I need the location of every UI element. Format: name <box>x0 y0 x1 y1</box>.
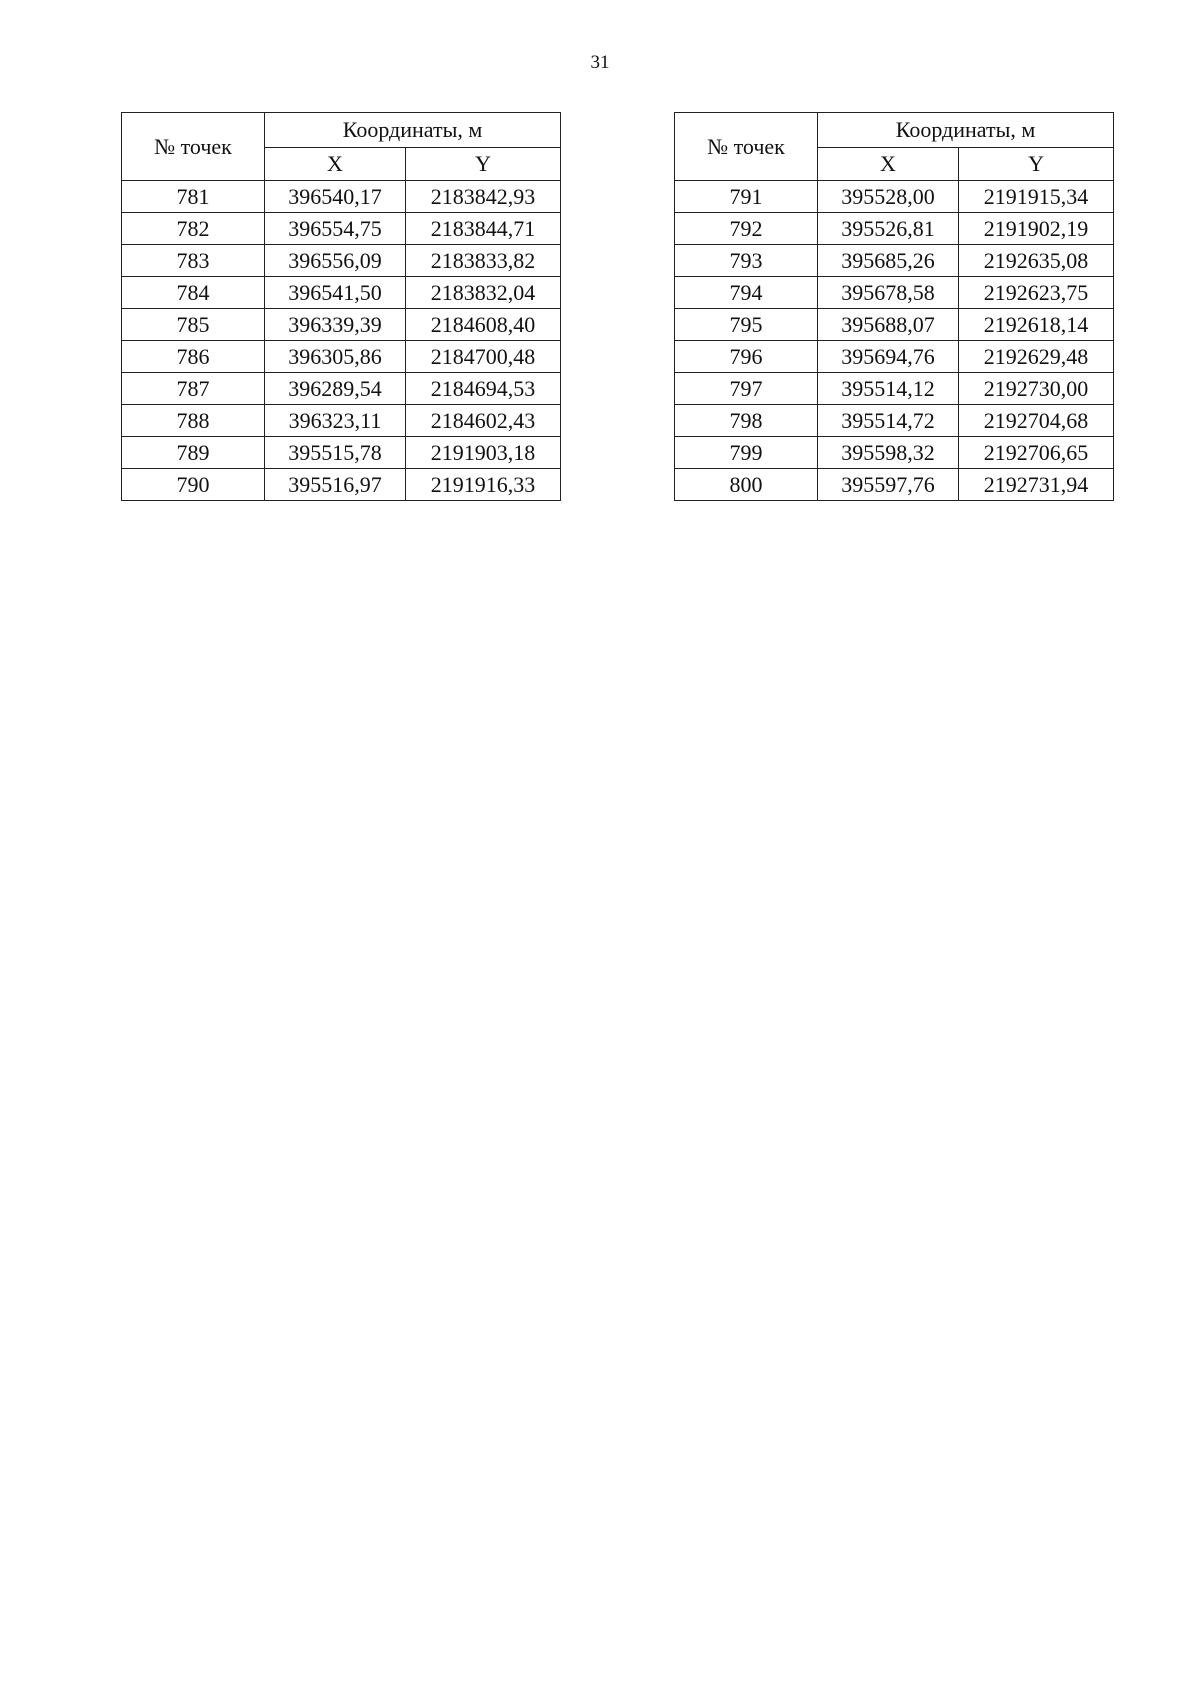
table-row <box>122 437 561 469</box>
point-number-cell: 781 <box>122 181 265 213</box>
point-number-cell: 799 <box>675 437 818 469</box>
y-coordinate-cell: 2184608,40 <box>406 309 561 341</box>
point-number-cell: 791 <box>675 181 818 213</box>
y-coordinate-cell: 2183842,93 <box>406 181 561 213</box>
header-coordinates: Координаты, м <box>265 113 561 148</box>
header-y: Y <box>959 148 1114 181</box>
point-number-cell: 797 <box>675 373 818 405</box>
x-coordinate-cell: 395514,72 <box>818 405 959 437</box>
x-coordinate-cell: 395678,58 <box>818 277 959 309</box>
x-coordinate-cell: 395514,12 <box>818 373 959 405</box>
x-coordinate-cell: 395526,81 <box>818 213 959 245</box>
coordinates-table-right <box>674 112 1114 501</box>
table-row <box>122 277 561 309</box>
point-number-cell: 787 <box>122 373 265 405</box>
point-number-cell: 783 <box>122 245 265 277</box>
table-row <box>675 341 1114 373</box>
point-number-cell: 795 <box>675 309 818 341</box>
y-coordinate-cell: 2184602,43 <box>406 405 561 437</box>
table-row <box>122 245 561 277</box>
point-number-cell: 794 <box>675 277 818 309</box>
y-coordinate-cell: 2192731,94 <box>959 469 1114 501</box>
point-number-cell: 789 <box>122 437 265 469</box>
point-number-cell: 784 <box>122 277 265 309</box>
coordinates-table-left <box>121 112 561 501</box>
y-coordinate-cell: 2192730,00 <box>959 373 1114 405</box>
table-row <box>675 309 1114 341</box>
x-coordinate-cell: 395516,97 <box>265 469 406 501</box>
point-number-cell: 788 <box>122 405 265 437</box>
table-row <box>122 373 561 405</box>
point-number-cell: 790 <box>122 469 265 501</box>
y-coordinate-cell: 2192629,48 <box>959 341 1114 373</box>
point-number-cell: 782 <box>122 213 265 245</box>
x-coordinate-cell: 396554,75 <box>265 213 406 245</box>
x-coordinate-cell: 395694,76 <box>818 341 959 373</box>
y-coordinate-cell: 2192704,68 <box>959 405 1114 437</box>
table-row <box>675 277 1114 309</box>
x-coordinate-cell: 395598,32 <box>818 437 959 469</box>
header-x: X <box>818 148 959 181</box>
table-row <box>122 469 561 501</box>
table-row <box>675 437 1114 469</box>
x-coordinate-cell: 396540,17 <box>265 181 406 213</box>
point-number-cell: 796 <box>675 341 818 373</box>
y-coordinate-cell: 2192623,75 <box>959 277 1114 309</box>
x-coordinate-cell: 396556,09 <box>265 245 406 277</box>
x-coordinate-cell: 396541,50 <box>265 277 406 309</box>
table-row <box>675 405 1114 437</box>
table-row <box>122 309 561 341</box>
x-coordinate-cell: 395597,76 <box>818 469 959 501</box>
y-coordinate-cell: 2191902,19 <box>959 213 1114 245</box>
point-number-cell: 798 <box>675 405 818 437</box>
x-coordinate-cell: 395515,78 <box>265 437 406 469</box>
table-row <box>122 341 561 373</box>
point-number-cell: 793 <box>675 245 818 277</box>
y-coordinate-cell: 2192618,14 <box>959 309 1114 341</box>
table-row <box>122 405 561 437</box>
y-coordinate-cell: 2184700,48 <box>406 341 561 373</box>
y-coordinate-cell: 2192635,08 <box>959 245 1114 277</box>
x-coordinate-cell: 396305,86 <box>265 341 406 373</box>
y-coordinate-cell: 2183833,82 <box>406 245 561 277</box>
table-row <box>675 245 1114 277</box>
x-coordinate-cell: 396339,39 <box>265 309 406 341</box>
y-coordinate-cell: 2183844,71 <box>406 213 561 245</box>
table-row <box>675 213 1114 245</box>
header-point-number: № точек <box>675 113 818 181</box>
page-number: 31 <box>590 52 610 73</box>
header-point-number: № точек <box>122 113 265 181</box>
table-row <box>675 181 1114 213</box>
point-number-cell: 800 <box>675 469 818 501</box>
x-coordinate-cell: 396289,54 <box>265 373 406 405</box>
x-coordinate-cell: 395685,26 <box>818 245 959 277</box>
table-row <box>675 373 1114 405</box>
header-x: X <box>265 148 406 181</box>
header-coordinates: Координаты, м <box>818 113 1114 148</box>
table-row <box>675 469 1114 501</box>
x-coordinate-cell: 396323,11 <box>265 405 406 437</box>
x-coordinate-cell: 395688,07 <box>818 309 959 341</box>
header-y: Y <box>406 148 561 181</box>
x-coordinate-cell: 395528,00 <box>818 181 959 213</box>
y-coordinate-cell: 2191916,33 <box>406 469 561 501</box>
y-coordinate-cell: 2192706,65 <box>959 437 1114 469</box>
y-coordinate-cell: 2191915,34 <box>959 181 1114 213</box>
y-coordinate-cell: 2183832,04 <box>406 277 561 309</box>
point-number-cell: 785 <box>122 309 265 341</box>
table-row <box>122 213 561 245</box>
point-number-cell: 786 <box>122 341 265 373</box>
table-row <box>122 181 561 213</box>
point-number-cell: 792 <box>675 213 818 245</box>
y-coordinate-cell: 2191903,18 <box>406 437 561 469</box>
y-coordinate-cell: 2184694,53 <box>406 373 561 405</box>
